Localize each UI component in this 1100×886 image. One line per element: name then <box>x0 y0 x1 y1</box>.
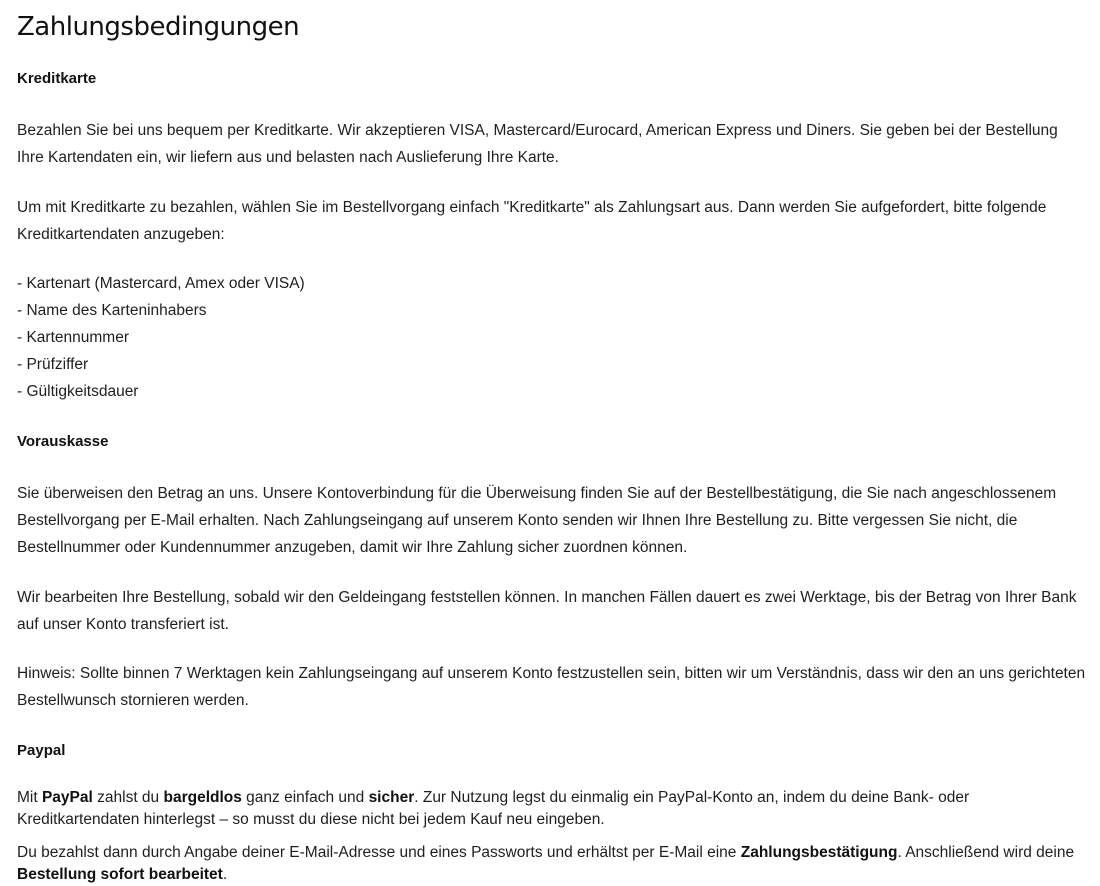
paypal-paragraph-2: Du bezahlst dann durch Angabe deiner E-Mail-Adresse und eines Passworts und erhältst per E-Mail eine Zahlungsbestätigung. Anschließend wird deine Bestellung sofort bearbeitet. <box>17 844 1075 883</box>
vorauskasse-paragraph-2: Wir bearbeiten Ihre Bestellung, sobald wir den Geldeingang feststellen können. In manchen Fällen dauert es zwei Werktage, bis der Betrag von Ihrer Bank auf unser Konto transferiert ist. <box>17 589 1077 633</box>
paypal-emphasis: PayPal <box>41 789 93 806</box>
list-item: - Kartenart (Mastercard, Amex oder VISA) <box>17 275 305 292</box>
bargeldlos-emphasis: bargeldlos <box>163 789 242 806</box>
zahlungsbestaetigung-emphasis: Zahlungsbestätigung <box>740 844 898 861</box>
vorauskasse-paragraph-1: Sie überweisen den Betrag an uns. Unsere Kontoverbindung für die Überweisung finden Sie auf der Bestellbestätigung, die Sie nach angeschlossenem Bestellvorgang per E-Mail erhalten. Nach Zahlungseingang auf unserem Konto senden wir Ihnen Ihre Bestellung zu. Bitte vergessen Sie nicht, die Bestellnummer oder Kundennummer anzugeben, damit wir Ihre Zahlung sicher zuordnen können. <box>17 485 1057 556</box>
list-item: - Kartennummer <box>17 329 129 346</box>
section-heading-paypal: Paypal <box>17 742 66 759</box>
vorauskasse-hinweis: Hinweis: Sollte binnen 7 Werktagen kein Zahlungseingang auf unserem Konto festzustellen sein, bitten wir um Verständnis, dass wir den an uns gerichteten Bestellwunsch stornieren werden. <box>17 665 1086 709</box>
bestellung-emphasis: Bestellung sofort bearbeitet <box>17 866 223 883</box>
list-item: - Name des Karteninhabers <box>17 302 207 319</box>
kreditkarte-paragraph-1: Bezahlen Sie bei uns bequem per Kreditkarte. Wir akzeptieren VISA, Mastercard/Eurocard, American Express und Diners. Sie geben bei der Bestellung Ihre Kartendaten ein, wir liefern aus und belasten nach Auslieferung Ihre Karte. <box>17 122 1058 166</box>
kreditkarte-paragraph-2: Um mit Kreditkarte zu bezahlen, wählen Sie im Bestellvorgang einfach "Kreditkarte" als Zahlungsart aus. Dann werden Sie aufgefordert, bitte folgende Kreditkartendaten anzugeben: <box>17 199 1047 243</box>
sicher-emphasis: sicher <box>368 789 415 806</box>
section-heading-kreditkarte: Kreditkarte <box>17 70 97 87</box>
list-item: - Gültigkeitsdauer <box>17 383 139 400</box>
paypal-paragraph-1: Mit PayPal zahlst du bargeldlos ganz einfach und sicher. Zur Nutzung legst du einmalig ein PayPal-Konto an, indem du deine Bank- oder Kreditkartendaten hinterlegst – so musst du diese nicht bei jedem Kauf neu eingeben. <box>17 789 970 828</box>
page-title: Zahlungsbedingungen <box>17 12 300 42</box>
list-item: - Prüfziffer <box>17 356 89 373</box>
section-heading-vorauskasse: Vorauskasse <box>17 433 109 450</box>
card-data-list <box>17 270 1086 405</box>
